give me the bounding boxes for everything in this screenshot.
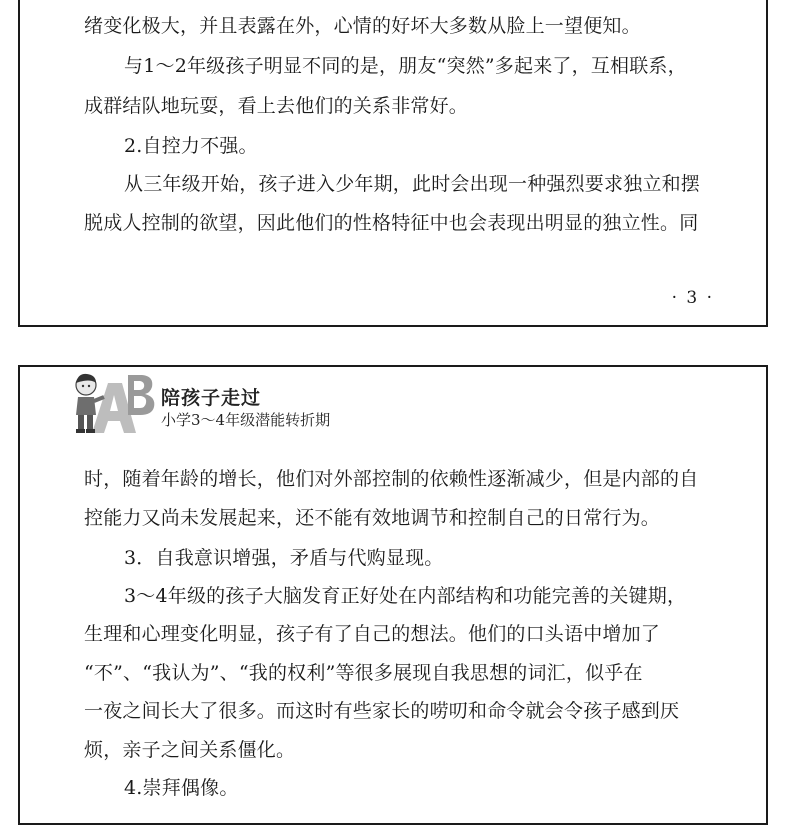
- section-heading: 3．自我意识增强，矛盾与代购显现。: [124, 547, 444, 569]
- text-line: 从三年级开始，孩子进入少年期，此时会出现一种强烈要求独立和摆: [124, 173, 701, 195]
- page-bottom: [18, 365, 768, 825]
- text-line: 3～4年级的孩子大脑发育正好处在内部结构和功能完善的关键期，: [124, 585, 687, 607]
- text-line: 烦，亲子之间关系僵化。: [84, 739, 296, 761]
- section-heading: 2.自控力不强。: [124, 135, 258, 157]
- page-top: [18, 0, 768, 327]
- text-line: 控能力又尚未发展起来，还不能有效地调节和控制自己的日常行为。: [84, 507, 661, 529]
- book-logo-icon: [72, 371, 158, 435]
- text-line: 脱成人控制的欲望，因此他们的性格特征中也会表现出明显的独立性。同: [84, 212, 699, 234]
- page-number: · 3 ·: [671, 288, 714, 308]
- text-line: 成群结队地玩耍，看上去他们的关系非常好。: [84, 95, 469, 117]
- book-title: 陪孩子走过: [161, 387, 262, 409]
- text-line: “不”、“我认为”、“我的权利”等很多展现自我思想的词汇，似乎在: [84, 662, 643, 684]
- section-heading: 4.崇拜偶像。: [124, 777, 239, 799]
- text-line: 一夜之间长大了很多。而这时有些家长的唠叨和命令就会令孩子感到厌: [84, 700, 680, 722]
- book-subtitle: 小学3～4年级潜能转折期: [161, 411, 331, 429]
- text-line: 时，随着年龄的增长，他们对外部控制的依赖性逐渐减少，但是内部的自: [84, 468, 699, 490]
- text-line: 绪变化极大，并且表露在外，心情的好坏大多数从脸上一望便知。: [84, 15, 641, 37]
- text-line: 与1～2年级孩子明显不同的是，朋友“突然”多起来了，互相联系，: [124, 55, 687, 77]
- text-line: 生理和心理变化明显，孩子有了自己的想法。他们的口头语中增加了: [84, 623, 661, 645]
